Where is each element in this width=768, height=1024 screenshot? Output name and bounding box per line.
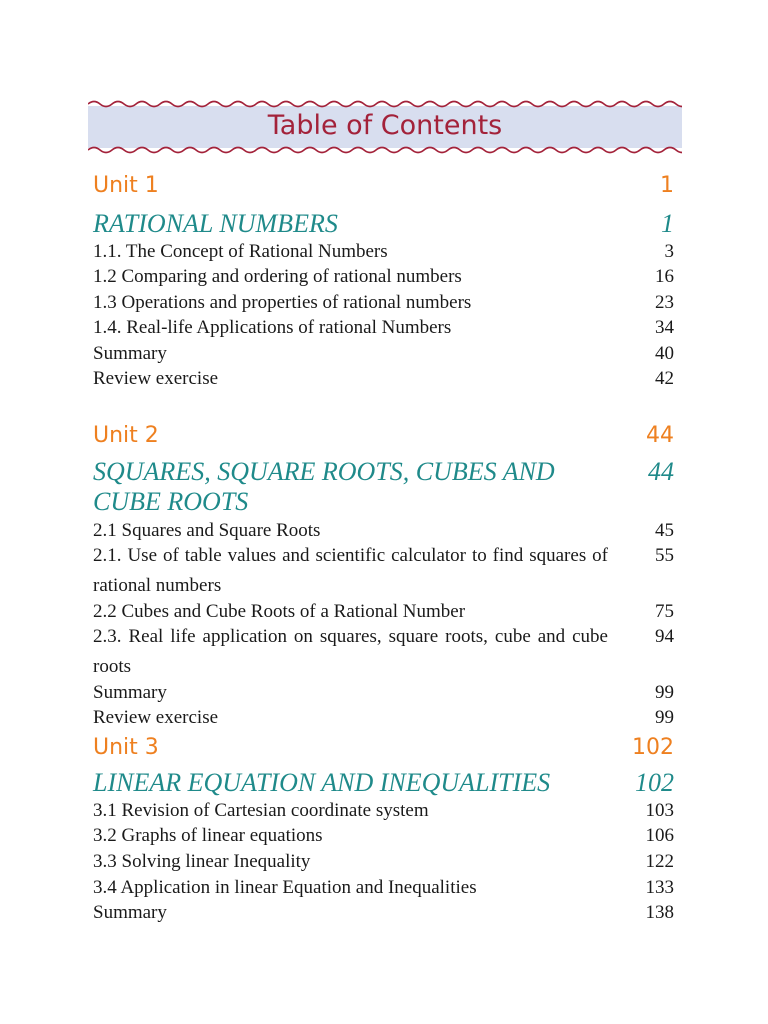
entry-label: Summary — [93, 343, 167, 364]
entry-label: 1.2 Comparing and ordering of rational numbers — [93, 266, 462, 287]
entry-page-number: 103 — [645, 800, 674, 821]
unit-page-number: 1 — [660, 173, 674, 198]
entry-page-number: 23 — [655, 292, 674, 313]
chapter-heading[interactable] — [93, 209, 674, 239]
unit-heading[interactable] — [93, 422, 674, 450]
entry-label: 2.1 Squares and Square Roots — [93, 520, 321, 541]
entry-page-number: 75 — [655, 601, 674, 622]
entry-label: Review exercise — [93, 707, 219, 728]
entry-page-number: 99 — [655, 707, 674, 728]
title-banner — [88, 99, 682, 155]
entry-label: 2.1. Use of table values and scientific calculator to find squares of rational numbers — [93, 545, 608, 596]
unit-label: Unit 2 — [93, 423, 159, 448]
unit-page-number: 44 — [646, 423, 674, 448]
unit-heading[interactable] — [93, 172, 674, 200]
entry-page-number: 55 — [655, 545, 674, 566]
chapter-page-number: 1 — [661, 209, 674, 238]
chapter-page-number: 44 — [648, 457, 674, 486]
unit-page-number: 102 — [632, 735, 674, 760]
entry-label: 3.3 Solving linear Inequality — [93, 851, 311, 872]
chapter-title: LINEAR EQUATION AND INEQUALITIES — [93, 768, 551, 797]
unit-label: Unit 1 — [93, 173, 159, 198]
entry-label: 3.4 Application in linear Equation and Inequalities — [93, 877, 477, 898]
entry-page-number: 138 — [645, 902, 674, 923]
page-title: Table of Contents — [267, 110, 503, 141]
toc-entry[interactable] — [93, 705, 674, 731]
entry-label: 2.3. Real life application on squares, square roots, cube and cube roots — [93, 626, 608, 677]
entry-page-number: 34 — [655, 317, 674, 338]
toc-entry[interactable] — [93, 849, 674, 875]
toc-entry[interactable] — [93, 798, 674, 824]
entry-page-number: 106 — [645, 825, 674, 846]
entry-page-number: 45 — [655, 520, 674, 541]
entry-label: 3.2 Graphs of linear equations — [93, 825, 323, 846]
chapter-page-number: 102 — [635, 768, 674, 797]
entry-label: 1.3 Operations and properties of rational numbers — [93, 292, 472, 313]
entry-label: 3.1 Revision of Cartesian coordinate system — [93, 800, 429, 821]
unit-label: Unit 3 — [93, 735, 159, 760]
toc-entry[interactable] — [93, 264, 674, 290]
entry-page-number: 40 — [655, 343, 674, 364]
entry-page-number: 94 — [655, 626, 674, 647]
chapter-heading[interactable] — [93, 768, 674, 798]
chapter-title: RATIONAL NUMBERS — [93, 209, 338, 238]
wavy-border-bottom — [88, 145, 682, 155]
toc-entry[interactable] — [93, 900, 674, 926]
unit-heading[interactable] — [93, 734, 674, 762]
entry-label: Review exercise — [93, 368, 219, 389]
toc-entry[interactable] — [93, 541, 674, 601]
entry-page-number: 99 — [655, 682, 674, 703]
toc-entry[interactable] — [93, 622, 674, 682]
entry-label: Summary — [93, 682, 167, 703]
toc-entry[interactable] — [93, 366, 674, 392]
entry-label: 2.2 Cubes and Cube Roots of a Rational Number — [93, 601, 466, 622]
toc-entry[interactable] — [93, 680, 674, 706]
entry-label: Summary — [93, 902, 167, 923]
entry-page-number: 16 — [655, 266, 674, 287]
entry-label: 1.4. Real-life Applications of rational Numbers — [93, 317, 452, 338]
entry-page-number: 3 — [664, 241, 674, 262]
chapter-heading[interactable] — [93, 457, 674, 517]
chapter-title: SQUARES, SQUARE ROOTS, CUBES AND CUBE ROOTS — [93, 457, 555, 516]
toc-entry[interactable] — [93, 875, 674, 901]
toc-entry[interactable] — [93, 823, 674, 849]
entry-page-number: 133 — [645, 877, 674, 898]
entry-page-number: 122 — [645, 851, 674, 872]
toc-entry[interactable] — [93, 341, 674, 367]
toc-entry[interactable] — [93, 315, 674, 341]
entry-label: 1.1. The Concept of Rational Numbers — [93, 241, 388, 262]
toc-entry[interactable] — [93, 239, 674, 265]
toc-entry[interactable] — [93, 290, 674, 316]
entry-page-number: 42 — [655, 368, 674, 389]
